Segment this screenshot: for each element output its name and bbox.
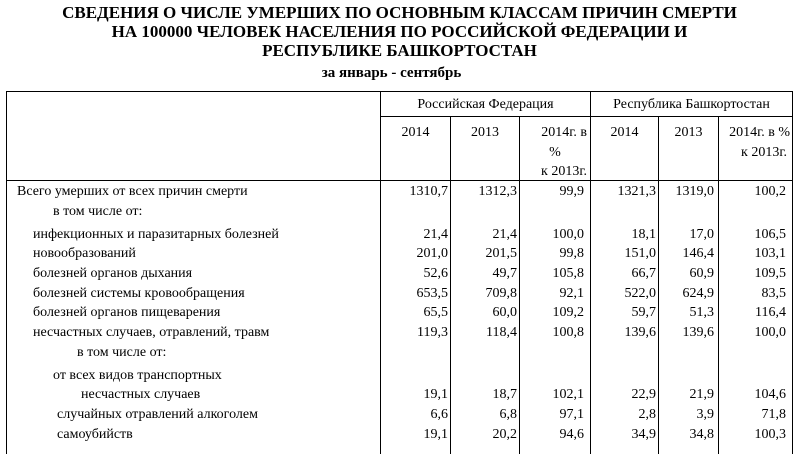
cell-rb-pct: 83,5 [761, 286, 786, 301]
cell-rf-2014: 653,5 [416, 286, 448, 301]
col-header-rb-2013: 2013 [674, 125, 703, 140]
cell-rb-2014: 18,1 [631, 227, 656, 242]
cell-rb-2014: 22,9 [631, 387, 656, 402]
cell-rb-2013: 60,9 [689, 266, 714, 281]
col-header-rf-pct [520, 123, 590, 182]
cell-rf-2013: 18,7 [492, 387, 517, 402]
cell-rb-2014: 522,0 [624, 286, 656, 301]
col-header-rf-pct-line2: % [549, 144, 561, 160]
cell-rb-pct: 100,0 [754, 325, 786, 340]
cell-rb-2013: 139,6 [682, 325, 714, 340]
row-label: в том числе от: [77, 345, 167, 360]
cell-rf-2014: 21,4 [423, 227, 448, 242]
cell-rb-pct: 71,8 [761, 407, 786, 422]
cell-rb-pct: 100,3 [754, 427, 786, 442]
col-header-rb-pct-line1: 2014г. в % [729, 125, 790, 140]
cell-rb-pct: 104,6 [754, 387, 786, 402]
cell-rf-2014: 65,5 [423, 305, 448, 320]
col-header-rb-pct [719, 123, 792, 162]
cell-rf-2013: 201,5 [485, 246, 517, 261]
cell-rf-pct: 97,1 [559, 407, 584, 422]
row-label: Всего умерших от всех причин смерти [17, 184, 248, 199]
cell-rb-2013: 3,9 [696, 407, 714, 422]
cell-rf-2013: 1312,3 [478, 184, 517, 199]
row-label: новообразований [33, 246, 136, 261]
cell-rf-2013: 709,8 [485, 286, 517, 301]
cell-rb-2013: 146,4 [682, 246, 714, 261]
cell-rf-2013: 6,8 [499, 407, 517, 422]
cell-rf-pct: 102,1 [552, 387, 584, 402]
cell-rf-pct: 94,6 [559, 427, 584, 442]
document-title [0, 3, 799, 60]
cell-rf-pct: 99,9 [559, 184, 584, 199]
col-header-rf-2014: 2014 [401, 125, 430, 140]
row-label: инфекционных и паразитарных болезней [33, 227, 279, 242]
cell-rf-pct: 105,8 [552, 266, 584, 281]
cell-rf-2014: 1310,7 [409, 184, 448, 199]
cell-rf-2014: 19,1 [423, 427, 448, 442]
cell-rb-2013: 17,0 [689, 227, 714, 242]
cell-rf-pct: 100,0 [552, 227, 584, 242]
cell-rf-2014: 52,6 [423, 266, 448, 281]
title-line-2: НА 100000 ЧЕЛОВЕК НАСЕЛЕНИЯ ПО РОССИЙСКОЙ ФЕДЕРАЦИИ И [111, 22, 688, 41]
cell-rf-2014: 6,6 [430, 407, 448, 422]
cell-rf-2014: 201,0 [416, 246, 448, 261]
row-label: болезней системы кровообращения [33, 286, 245, 301]
cell-rb-2014: 1321,3 [617, 184, 656, 199]
period-text: за январь - сентябрь [321, 65, 462, 81]
col-header-rf-2013: 2013 [471, 125, 499, 140]
cell-rb-2014: 139,6 [624, 325, 656, 340]
group-header-rf: Российская Федерация [417, 97, 554, 112]
col-header-rf-pct-line1: 2014г. в [541, 125, 587, 140]
divider-header-body [7, 180, 792, 181]
col-header-rb-pct-line2: к 2013г. [741, 144, 787, 160]
cell-rb-2014: 151,0 [624, 246, 656, 261]
col-header-rb-2014: 2014 [610, 125, 639, 140]
title-line-3: РЕСПУБЛИКЕ БАШКОРТОСТАН [262, 41, 537, 60]
row-label: болезней органов дыхания [33, 266, 193, 281]
row-label: в том числе от: [53, 204, 143, 219]
cell-rb-2014: 59,7 [631, 305, 656, 320]
row-label: от всех видов транспортных [53, 368, 222, 383]
cell-rf-2013: 21,4 [492, 227, 517, 242]
cell-rb-pct: 103,1 [754, 246, 786, 261]
cell-rf-2013: 20,2 [492, 427, 517, 442]
cell-rf-2014: 19,1 [423, 387, 448, 402]
cell-rb-pct: 100,2 [754, 184, 786, 199]
cell-rb-2013: 624,9 [682, 286, 714, 301]
cell-rf-pct: 92,1 [559, 286, 584, 301]
statistics-table [6, 91, 793, 454]
cell-rb-2013: 51,3 [689, 305, 714, 320]
cell-rb-pct: 109,5 [754, 266, 786, 281]
row-label: несчастных случаев, отравлений, травм [33, 325, 270, 340]
cell-rf-pct: 100,8 [552, 325, 584, 340]
row-label: самоубийств [57, 427, 133, 442]
period-subtitle [0, 64, 799, 82]
row-label: болезней органов пищеварения [33, 305, 221, 320]
row-label: случайных отравлений алкоголем [57, 407, 258, 422]
cell-rf-pct: 109,2 [552, 305, 584, 320]
cell-rb-2013: 1319,0 [675, 184, 714, 199]
row-label: несчастных случаев [81, 387, 201, 402]
cell-rf-2013: 118,4 [486, 325, 517, 340]
group-header-rb: Республика Башкортостан [613, 97, 770, 112]
cell-rb-2013: 21,9 [689, 387, 714, 402]
cell-rb-2013: 34,8 [689, 427, 714, 442]
col-header-rf-pct-line3: к 2013г. [541, 164, 587, 179]
cell-rb-pct: 106,5 [754, 227, 786, 242]
cell-rb-2014: 2,8 [638, 407, 656, 422]
cell-rb-pct: 116,4 [755, 305, 786, 320]
cell-rf-2013: 60,0 [492, 305, 517, 320]
divider-group-header [380, 116, 792, 117]
cell-rf-pct: 99,8 [559, 246, 584, 261]
cell-rf-2014: 119,3 [417, 325, 448, 340]
cell-rb-2014: 34,9 [631, 427, 656, 442]
title-line-1: СВЕДЕНИЯ О ЧИСЛЕ УМЕРШИХ ПО ОСНОВНЫМ КЛАССАМ ПРИЧИН СМЕРТИ [62, 3, 737, 22]
cell-rb-2014: 66,7 [631, 266, 656, 281]
cell-rf-2013: 49,7 [492, 266, 517, 281]
